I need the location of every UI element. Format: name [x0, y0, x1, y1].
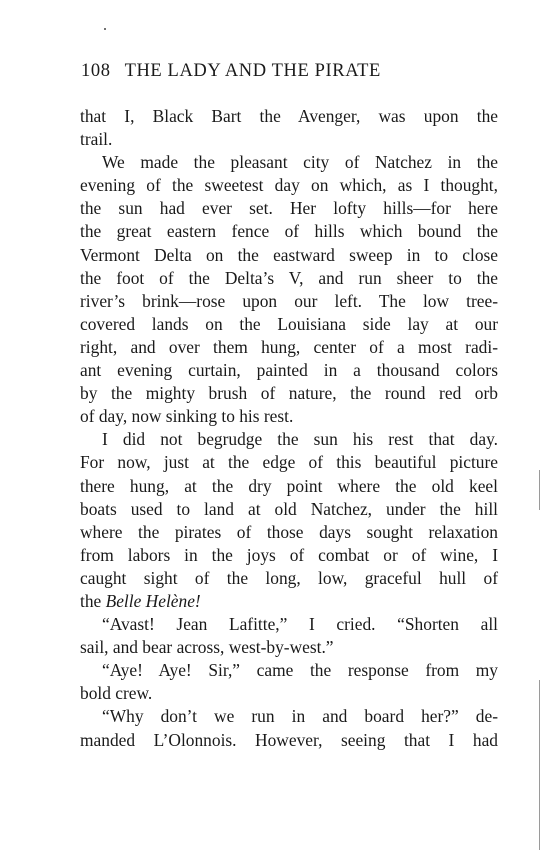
text-line: the sun had ever set. Her lofty hills—for here [80, 198, 498, 219]
text-line-start: the [80, 590, 106, 611]
text-line: I did not begrudge the sun his rest that day. [102, 429, 498, 450]
text-line: of day, now sinking to his rest. [80, 406, 294, 427]
body-text [80, 105, 498, 752]
page-edge-mark [539, 680, 540, 850]
page-number: 108 [81, 61, 111, 81]
text-line: by the mighty brush of nature, the round red orb [80, 383, 498, 404]
running-header [81, 58, 381, 84]
text-line: We made the pleasant city of Natchez in the [102, 152, 498, 173]
running-title: THE LADY AND THE PIRATE [124, 61, 381, 81]
text-line: river’s brink—rose upon our left. The low tree- [80, 290, 498, 311]
text-line: trail. [80, 129, 113, 150]
text-line: that I, Black Bart the Avenger, was upon the [80, 106, 498, 126]
text-line: sail, and bear across, west-by-west.” [80, 637, 334, 658]
text-line: For now, just at the edge of this beautiful picture [80, 452, 498, 473]
text-line: “Avast! Jean Lafitte,” I cried. “Shorten all [102, 614, 498, 635]
text-line: caught sight of the long, low, graceful hull of [80, 567, 498, 588]
text-line: manded L’Olonnois. However, seeing that I had [80, 729, 498, 750]
text-line: where the pirates of those days sought relaxation [80, 521, 498, 542]
ship-name: Belle Helène! [105, 590, 201, 611]
text-line: Vermont Delta on the eastward sweep in to close [80, 244, 498, 265]
page-edge-mark [539, 470, 540, 510]
print-speck [104, 28, 106, 30]
text-line: from labors in the joys of combat or of wine, I [80, 544, 498, 565]
text-line: there hung, at the dry point where the old keel [80, 475, 498, 496]
text-line: bold crew. [80, 683, 153, 704]
text-line [80, 590, 498, 613]
text-line: evening of the sweetest day on which, as I thought, [80, 175, 498, 196]
text-line: “Aye! Aye! Sir,” came the response from my [102, 660, 498, 681]
text-line: right, and over them hung, center of a most radi- [80, 336, 498, 357]
text-line: the foot of the Delta’s V, and run sheer to the [80, 267, 498, 288]
text-line: boats used to land at old Natchez, under the hill [80, 498, 498, 519]
text-line: ant evening curtain, painted in a thousand colors [80, 360, 498, 381]
text-line: the great eastern fence of hills which bound the [80, 221, 498, 242]
text-line: covered lands on the Louisiana side lay at our [80, 313, 498, 334]
text-line: “Why don’t we run in and board her?” de- [102, 706, 498, 727]
